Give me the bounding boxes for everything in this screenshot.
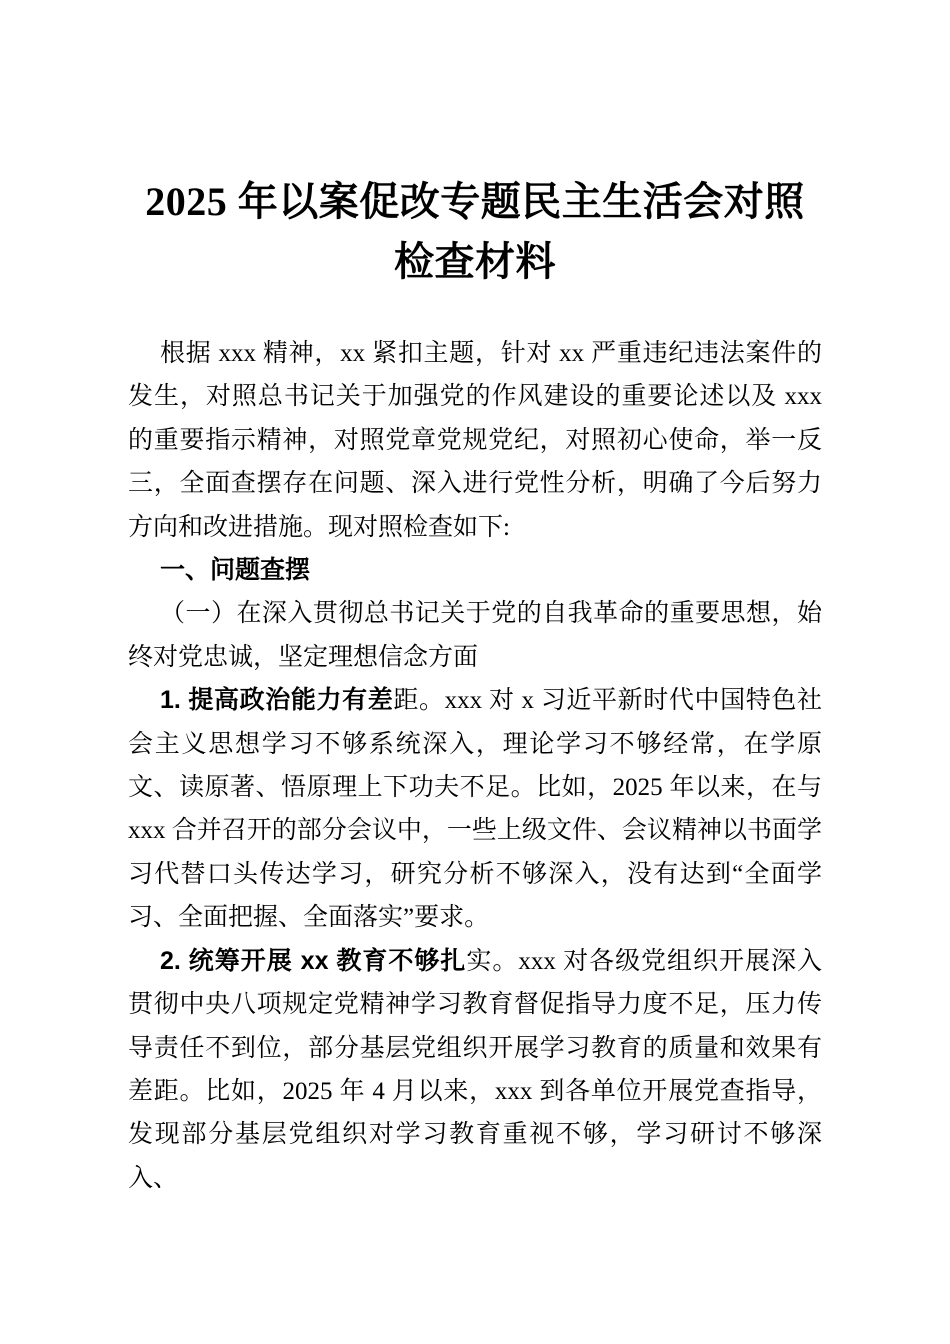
document-title-line-1: 2025 年以案促改专题民主生活会对照	[145, 179, 805, 224]
intro-paragraph: 根据 xxx 精神，xx 紧扣主题，针对 xx 严重违纪违法案件的发生，对照总书记关于加强党的作风建设的重要论述以及 xxx 的重要指示精神，对照党章党规党纪，对照初心使命，举一反三，全面查摆存在问题、深入进行党性分析，明确了今后努力方向和改进措施。现对照检查如下:	[128, 340, 822, 541]
section-heading-1: 一、问题查摆	[160, 556, 311, 585]
item-2-bold-lead: 2. 统筹开展 xx 教育不够扎	[160, 946, 467, 975]
subsection-heading-1: （一）在深入贯彻总书记关于党的自我革命的重要思想，始终对党忠诚，坚定理想信念方面	[128, 600, 822, 671]
item-2-body-text: 实。xxx 对各级党组织开展深入贯彻中央八项规定党精神学习教育督促指导力度不足，压力传导责任不到位，部分基层党组织开展学习教育的质量和效果有差距。比如，2025 年 4 月以来，xxx 到各单位开展党查指导，发现部分基层党组织对学习教育重视不够，学习研讨不够深入、	[128, 947, 822, 1192]
item-paragraph-2	[128, 940, 822, 1200]
item-1-bold-lead: 1. 提高政治能力有差	[160, 686, 394, 715]
document-title-line-2: 检查材料	[394, 239, 556, 284]
document-title	[128, 172, 822, 292]
item-paragraph-1	[128, 679, 822, 939]
item-1-body-text: 距。xxx 对 x 习近平新时代中国特色社会主义思想学习不够系统深入，理论学习不够经常，在学原文、读原著、悟原理上下功夫不足。比如，2025 年以来，在与 xxx 合并召开的部分会议中，一些上级文件、会议精神以书面学习代替口头传达学习，研究分析不够深入，没有达到“全面学习、全面把握、全面落实”要求。	[128, 687, 822, 932]
